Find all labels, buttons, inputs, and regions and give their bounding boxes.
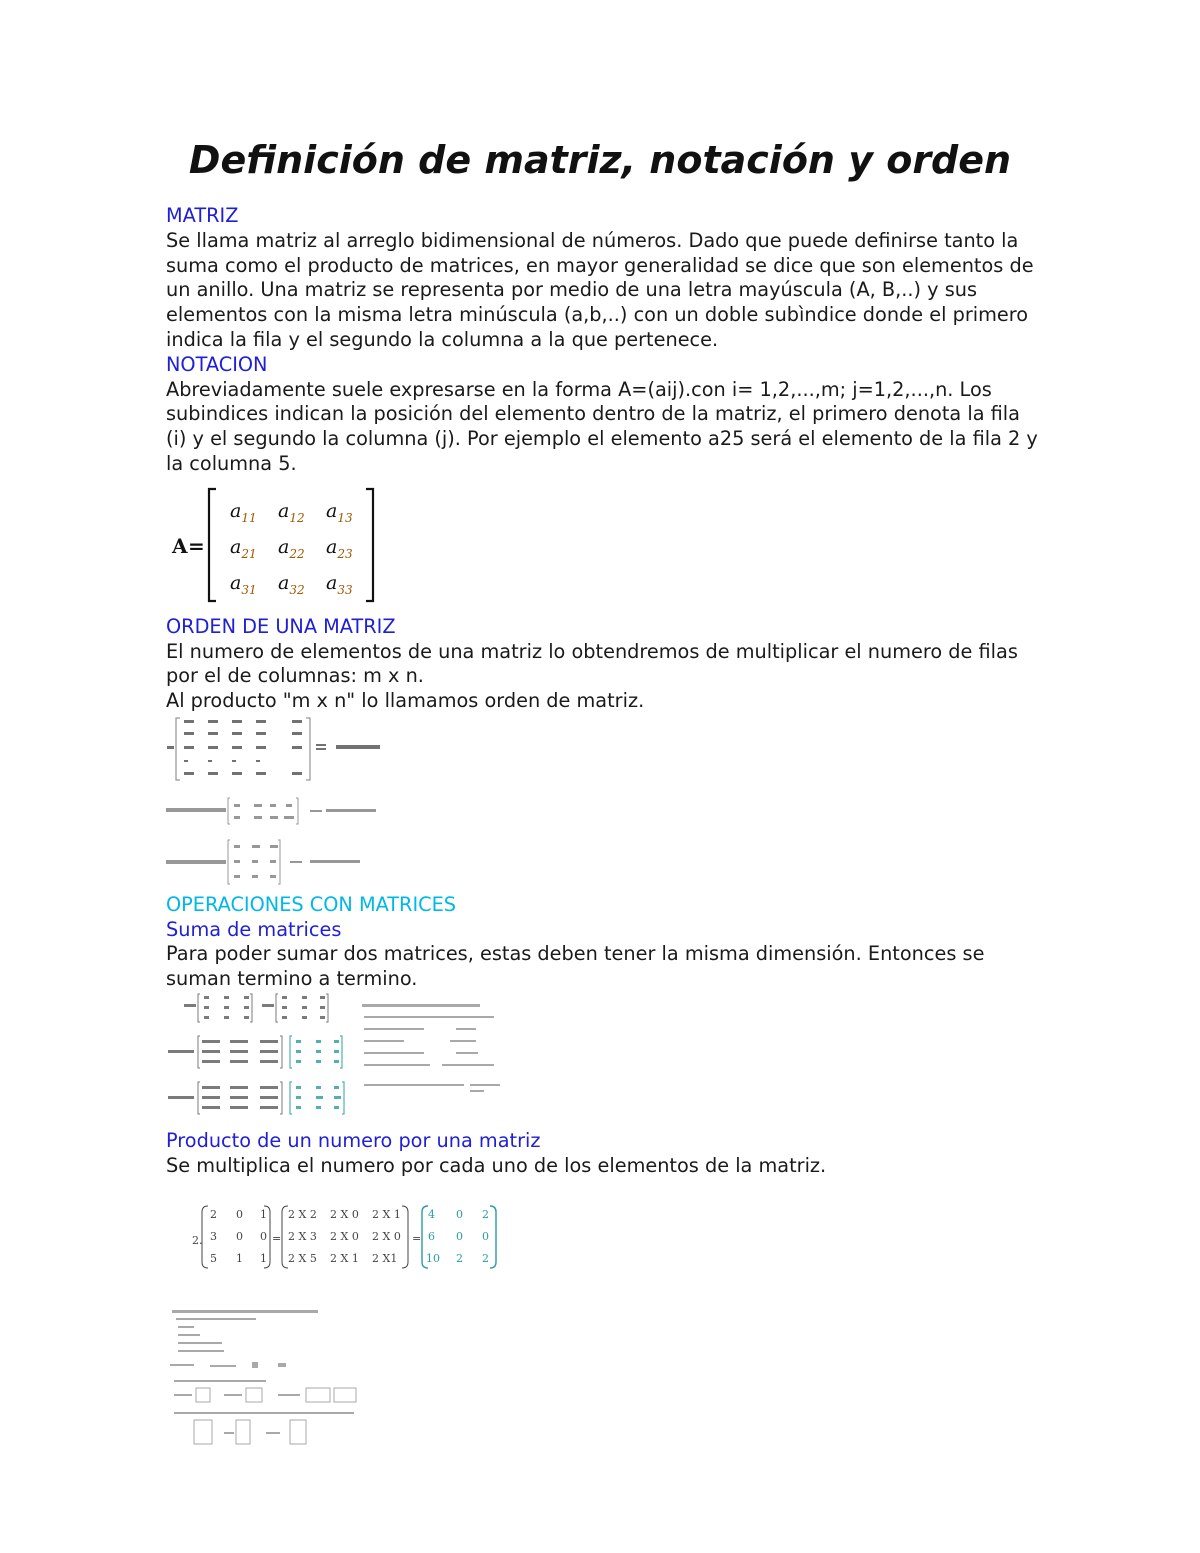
product-m-cell: 0 xyxy=(236,1208,243,1222)
matrix-a-equals: = xyxy=(188,533,205,558)
matrix-a-cell: a xyxy=(230,535,242,558)
product-example-figure xyxy=(166,1204,506,1274)
paragraph-producto: Se multiplica el numero por cada uno de los elementos de la matriz. xyxy=(166,1153,827,1177)
sum-figure xyxy=(166,992,506,1122)
product-mid-cell: 2 X 1 xyxy=(372,1208,401,1222)
matrix-a-figure xyxy=(166,483,426,609)
product-m-cell: 5 xyxy=(210,1252,217,1266)
product-scalar: 2 xyxy=(192,1234,199,1248)
matrix-a-cell: a xyxy=(326,499,338,522)
product-m-cell: 1 xyxy=(236,1252,243,1266)
svg-text:a33 xyxy=(326,572,353,597)
matrix-a-cell: a xyxy=(230,571,242,594)
product-m-cell: 0 xyxy=(236,1230,243,1244)
svg-text:a12 xyxy=(278,500,305,525)
product-result-cell: 0 xyxy=(482,1230,489,1244)
heading-producto: Producto de un numero por una matriz xyxy=(166,1128,541,1152)
svg-text:a31 xyxy=(230,572,257,597)
product-result-cell: 2 xyxy=(482,1208,489,1222)
matrix-a-subscript: 32 xyxy=(289,582,305,597)
paragraph-orden-2: Al producto "m x n" lo llamamos orden de matriz. xyxy=(166,689,645,713)
product-m-cell: 1 xyxy=(260,1208,267,1222)
matrix-a-cell: a xyxy=(230,499,242,522)
matrix-a-label: A xyxy=(172,533,188,558)
example-2-image xyxy=(166,840,360,884)
matrix-a-subscript: 31 xyxy=(241,582,257,597)
heading-matriz: MATRIZ xyxy=(166,204,239,227)
matrix-a-subscript: 11 xyxy=(241,510,257,525)
matrix-a-subscript: 21 xyxy=(241,546,257,561)
matrix-a-cell: a xyxy=(278,571,290,594)
product-mid-cell: 2 X 0 xyxy=(372,1230,401,1244)
product-mid-cell: 2 X 5 xyxy=(288,1252,317,1266)
svg-text:a32 xyxy=(278,572,305,597)
sum-results-image xyxy=(290,1036,344,1114)
product-m-cell: 0 xyxy=(260,1230,267,1244)
matrix-a-subscript: 13 xyxy=(337,510,353,525)
product-mid-cell: 2 X 2 xyxy=(288,1208,317,1222)
product-mid-cell: 2 X1 xyxy=(372,1252,398,1266)
document-title: Definición de matriz, notación y orden xyxy=(188,138,1012,182)
matrix-a-subscript: 23 xyxy=(337,546,353,561)
product-mid-cell: 2 X 0 xyxy=(330,1230,359,1244)
product-result-cell: 2 xyxy=(482,1252,489,1266)
svg-text:a22 xyxy=(278,536,305,561)
paragraph-matriz: Se llama matriz al arreglo bidimensional de números. Dado que puede definirse tanto la suma como el producto de matrices, en mayor generalidad se dice que son elementos de un anillo. Una matriz se representa por medio de una letra mayúscula (A, B,..) y sus elementos con la misma letra minúscula (a,b,..) con un doble subìndice donde el primero indica la fila y el segundo la columna a la que pertenece. xyxy=(166,228,1034,351)
heading-suma: Suma de matrices xyxy=(166,917,342,941)
matrix-a-subscript: 22 xyxy=(289,546,305,561)
matrix-a-subscript: 12 xyxy=(289,510,305,525)
example-1-image xyxy=(166,798,376,824)
document-body xyxy=(166,204,1046,1455)
svg-text:=: = xyxy=(412,1232,422,1246)
product-mid-cell: 2 X 1 xyxy=(330,1252,359,1266)
product-result-cell: 0 xyxy=(456,1208,463,1222)
product-properties-image xyxy=(166,1308,386,1448)
paragraph-suma: Para poder sumar dos matrices, estas deben tener la misma dimensión. Entonces se suman termino a termino. xyxy=(166,942,985,991)
product-m-left-bracket xyxy=(202,1206,208,1268)
svg-text:a11 xyxy=(230,500,257,525)
heading-operaciones: OPERACIONES CON MATRICES xyxy=(166,892,457,916)
product-mid-right-bracket xyxy=(402,1206,408,1268)
matrix-a-cell: a xyxy=(278,499,290,522)
matrix-a-cell: a xyxy=(278,535,290,558)
product-m-cell: 1 xyxy=(260,1252,267,1266)
sum-properties-image xyxy=(362,1004,500,1092)
svg-text:a13 xyxy=(326,500,353,525)
heading-notacion: NOTACION xyxy=(166,352,268,376)
heading-orden: ORDEN DE UNA MATRIZ xyxy=(166,614,396,638)
product-mid-cell: 2 X 3 xyxy=(288,1230,317,1244)
matrix-a-cell: a xyxy=(326,535,338,558)
matrix-a-left-bracket xyxy=(209,489,216,601)
product-result-cell: 2 xyxy=(456,1252,463,1266)
product-result-cell: 0 xyxy=(456,1230,463,1244)
svg-text:a23 xyxy=(326,536,353,561)
svg-text:a21 xyxy=(230,536,257,561)
product-m-cell: 3 xyxy=(210,1230,217,1244)
product-mid-cell: 2 X 0 xyxy=(330,1208,359,1222)
order-figure xyxy=(166,714,426,886)
product-result-right-bracket xyxy=(490,1206,496,1268)
matrix-a-subscript: 33 xyxy=(337,582,353,597)
general-matrix-image xyxy=(167,718,380,780)
product-m-cell: 2 xyxy=(210,1208,217,1222)
svg-text:.: . xyxy=(199,1234,203,1248)
paragraph-notacion: Abreviadamente suele expresarse en la forma A=(aij).con i= 1,2,...,m; j=1,2,...,n. Los subindices indican la posición del elemento dentro de la matriz, el primero denota la fila (i) y el segundo la columna (j). Por ejemplo el elemento a25 será el elemento de la fila 2 y la columna 5. xyxy=(166,377,1038,475)
product-result-cell: 6 xyxy=(428,1230,435,1244)
svg-text:=: = xyxy=(272,1232,282,1246)
product-result-cell: 4 xyxy=(428,1208,435,1222)
product-result-cell: 10 xyxy=(426,1252,440,1266)
matrix-a-right-bracket xyxy=(366,489,373,601)
matrix-a-cell: a xyxy=(326,571,338,594)
paragraph-orden-1: El numero de elementos de una matriz lo obtendremos de multiplicar el numero de filas por el de columnas: m x n. xyxy=(166,639,1018,688)
sum-matrices-image xyxy=(168,994,328,1114)
